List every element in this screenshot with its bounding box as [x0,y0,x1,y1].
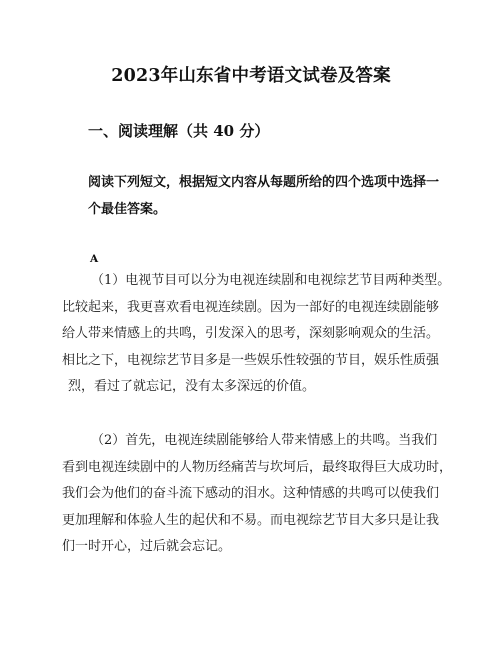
paragraph-line: 比较起来，我更喜欢看电视连续剧。因为一部好的电视连续剧能够 [62,299,440,315]
paragraph-line: 烈，看过了就忘记，没有太多深远的价值。 [68,379,316,395]
paragraph-line: 相比之下，电视综艺节目多是一些娱乐性较强的节目，娱乐性质强 [62,352,440,368]
paragraph-line: （1）电视节目可以分为电视连续剧和电视综艺节目两种类型。 [91,273,451,288]
paragraph-line: 给人带来情感上的共鸣，引发深入的思考，深刻影响观众的生活。 [62,326,440,342]
document-title: 2023年山东省中考语文试卷及答案 [111,66,391,86]
paragraph-2 [62,428,458,561]
passage-label: A [90,253,99,265]
instructions [88,169,440,223]
paragraph-line: （2）首先，电视连续剧能够给人带来情感上的共鸣。当我们 [91,433,438,448]
paragraph-1 [62,268,458,401]
paragraph-line: 看到电视连续剧中的人物历经痛苦与坎坷后，最终取得巨大成功时， [62,459,453,475]
instructions-line: 个最佳答案。 [88,202,167,217]
section-heading: 一、阅读理解（共 40 分） [88,122,270,140]
instructions-line: 阅读下列短文，根据短文内容从每题所给的四个选项中选择一 [88,175,440,190]
paragraph-line: 我们会为他们的奋斗流下感动的泪水。这种情感的共鸣可以使我们 [62,486,440,502]
paragraph-line: 更加理解和体验人生的起伏和不易。而电视综艺节目大多只是让我 [62,512,440,528]
paragraph-line: 们一时开心，过后就会忘记。 [62,539,232,555]
